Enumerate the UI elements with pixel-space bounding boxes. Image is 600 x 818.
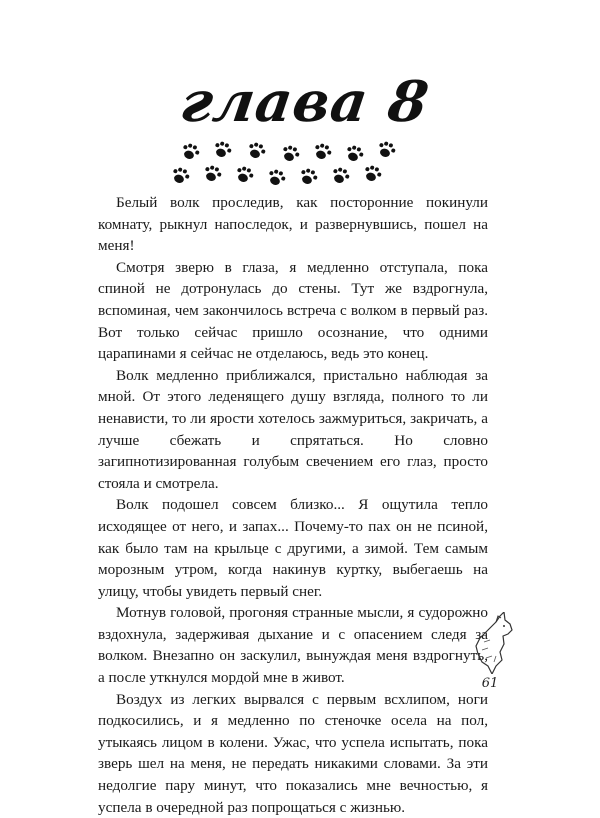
page-number: 61 [481,676,499,691]
paragraph: Волк подошел совсем близко... Я ощутила тепло исходящее от него, и запах... Почему-то пах он не псиной, как было там на крыльце с другими, а зимой. Тем самым морозным утром, когда накинув куртку, выбегаешь на улицу, чтобы увидеть первый снег. [98,496,488,600]
chapter-body [98,192,488,818]
paw-prints-icon [160,140,420,190]
paragraph: Мотнув головой, прогоняя странные мысли, я судорожно вздохнула, задерживая дыхание и с опасением следя за волком. Внезапно он заскулил, вынуждая меня вздрогнуть, а после уткнулся мордой мне в живот. [98,604,488,687]
paragraph: Воздух из легких вырвался с первым всхлипом, ноги подкосились, и я медленно по стеночке осела на пол, утыкаясь лицом в колени. Ужас, что успела испытать, пока зверь шел на меня, не передать никакими словами. За эти недолгие пару минут, что показались мне вечностью, я успела в очередной раз попрощаться с жизнью. [98,690,488,816]
paragraph: Волк медленно приближался, пристально наблюдая за мной. От этого леденящего душу взгляда, полного то ли ненависти, то ли ярости хотелось зажмуриться, закричать, а лучше сбежать и спрятаться. Но словно загипнотизированная голубым свечением его глаз, просто стояла и смотрела. [98,366,488,492]
howling-wolf-icon [470,612,514,674]
paragraph: Белый волк проследив, как посторонние покинули комнату, рыкнул напоследок, и развернувшись, пошел на меня! [98,194,488,255]
paragraph: Смотря зверю в глаза, я медленно отступала, пока спиной не дотронулась до стены. Тут же вздрогнула, вспоминая, чем закончилось встреча с волком в первый раз. Вот только сейчас пришло осознание, что одними царапинами я сейчас не отделаюсь, ведь это конец. [98,258,488,363]
chapter-title: глава 8 [176,69,434,135]
